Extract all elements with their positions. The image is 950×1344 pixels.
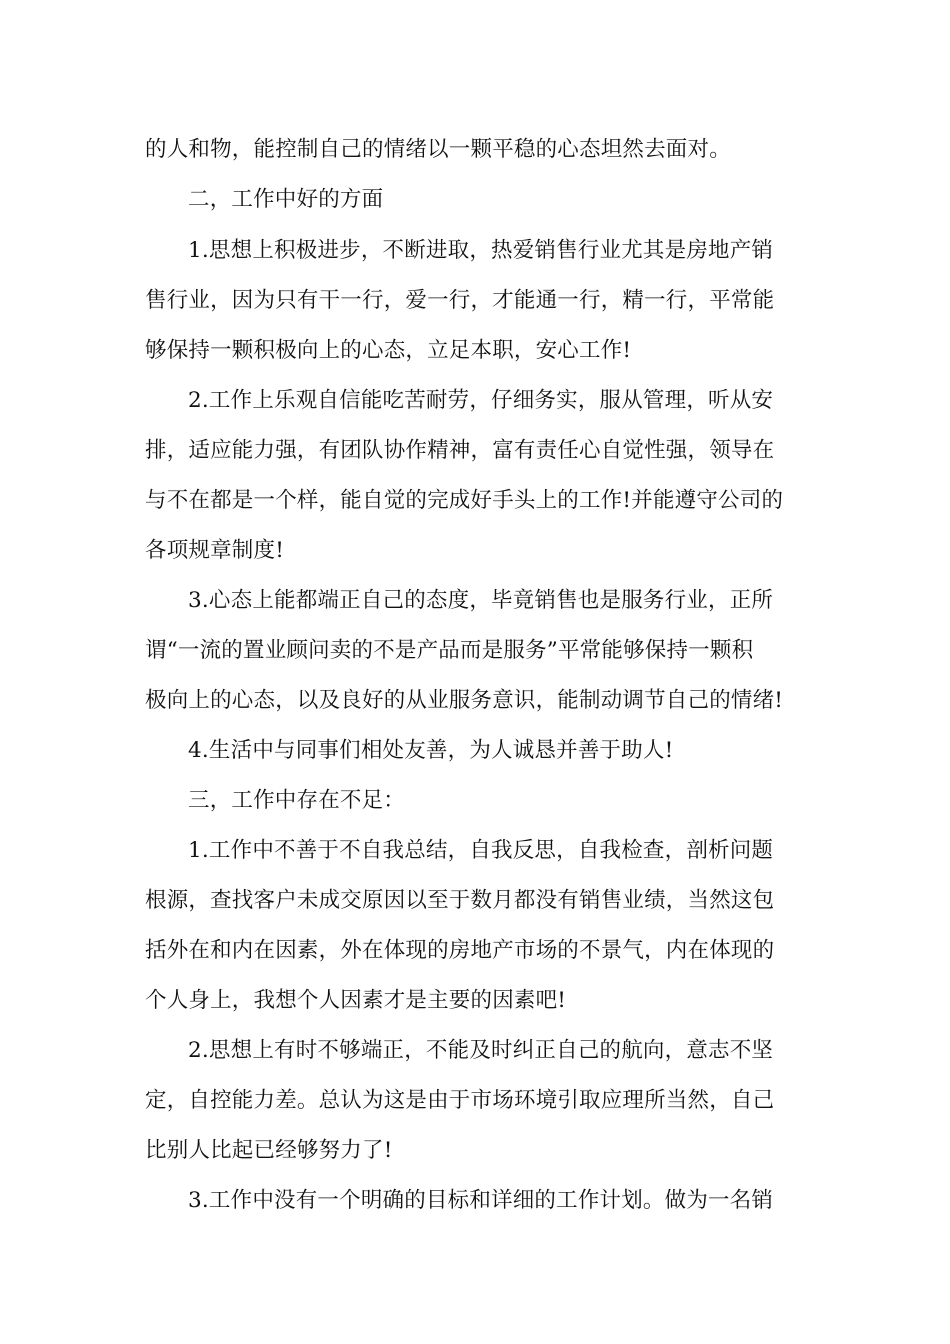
text-line: 定，自控能力差。总认为这是由于市场环境引取应理所当然，自己 — [145, 1088, 775, 1113]
section-heading: 二，工作中好的方面 — [188, 187, 384, 212]
text-line: 3.心态上能都端正自己的态度，毕竟销售也是服务行业，正所 — [188, 588, 774, 613]
text-line: 1.思想上积极进步，不断进取，热爱销售行业尤其是房地产销 — [188, 238, 774, 263]
text-line: 2.思想上有时不够端正，不能及时纠正自己的航向，意志不坚 — [188, 1038, 774, 1063]
text-line: 的人和物，能控制自己的情绪以一颗平稳的心态坦然去面对。 — [145, 137, 731, 162]
text-line: 根源，查找客户未成交原因以至于数月都没有销售业绩，当然这包 — [145, 888, 775, 913]
text-line: 个人身上，我想个人因素才是主要的因素吧! — [145, 988, 567, 1013]
text-line: 谓“一流的置业顾问卖的不是产品而是服务”平常能够保持一颗积 — [145, 638, 754, 663]
text-line: 与不在都是一个样，能自觉的完成好手头上的工作!并能遵守公司的 — [145, 488, 784, 513]
text-line: 极向上的心态，以及良好的从业服务意识，能制动调节自己的情绪! — [145, 688, 784, 713]
text-line: 各项规章制度! — [145, 538, 285, 563]
text-line: 4.生活中与同事们相处友善，为人诚恳并善于助人! — [188, 738, 674, 763]
text-line: 1.工作中不善于不自我总结，自我反思，自我检查，剖析问题 — [188, 838, 774, 863]
text-line: 括外在和内在因素，外在体现的房地产市场的不景气，内在体现的 — [145, 938, 775, 963]
text-line: 够保持一颗积极向上的心态，立足本职，安心工作! — [145, 338, 632, 363]
text-line: 售行业，因为只有干一行，爱一行，才能通一行，精一行，平常能 — [145, 288, 775, 313]
text-line: 3.工作中没有一个明确的目标和详细的工作计划。做为一名销 — [188, 1188, 774, 1213]
text-line: 2.工作上乐观自信能吃苦耐劳，仔细务实，服从管理，听从安 — [188, 388, 774, 413]
section-heading: 三，工作中存在不足： — [188, 788, 406, 813]
text-line: 比别人比起已经够努力了! — [145, 1138, 393, 1163]
text-line: 排，适应能力强，有团队协作精神，富有责任心自觉性强，领导在 — [145, 438, 775, 463]
